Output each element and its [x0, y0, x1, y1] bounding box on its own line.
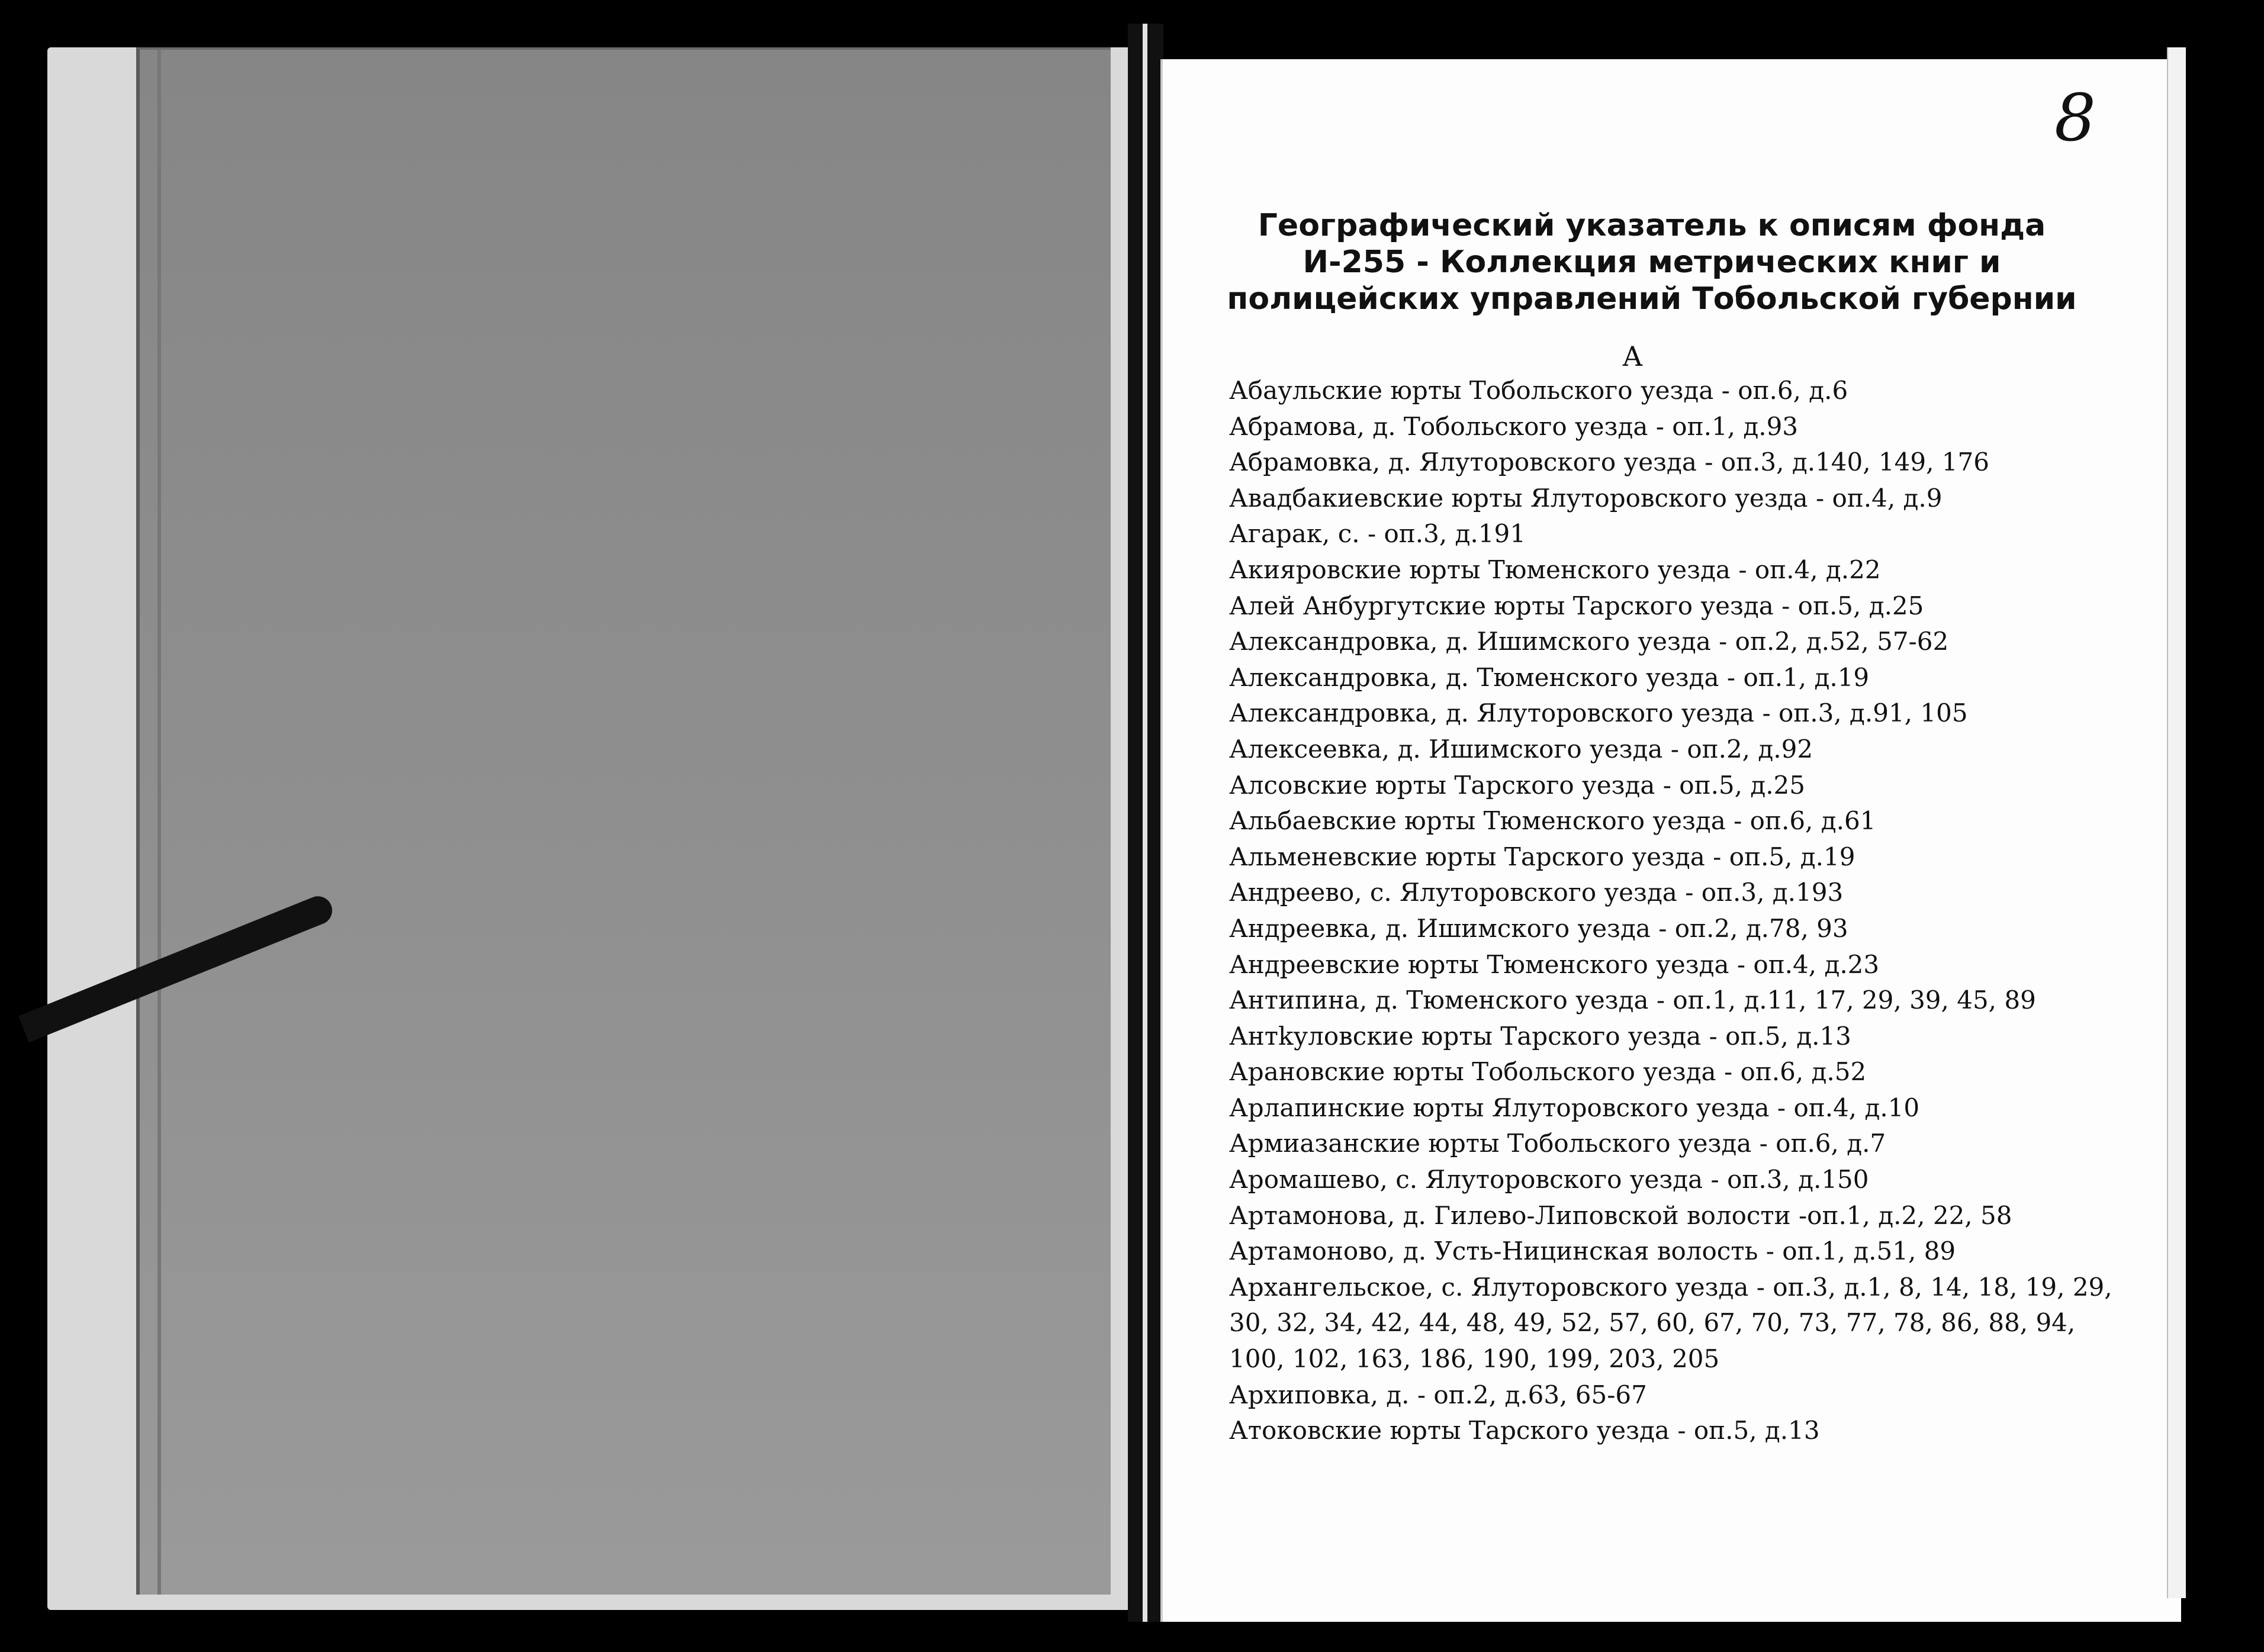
section-letter: А — [1622, 340, 1643, 372]
spine-highlight — [1143, 24, 1147, 1622]
index-entries — [1229, 373, 2117, 1449]
index-entry: Андреевка, д. Ишимского уезда - оп.2, д.78, 93 — [1229, 913, 1848, 943]
index-entry: Антkуловские юрты Тарского уезда - оп.5, д.13 — [1229, 1021, 1851, 1051]
index-entry: Абаульские юрты Тобольского уезда - оп.6, д.6 — [1229, 376, 1848, 405]
page-edge — [2167, 47, 2186, 1598]
index-entry: Андреево, с. Ялуторовского уезда - оп.3, д.193 — [1229, 878, 1844, 907]
index-title: Географический указатель к описям фонда И-255 - Коллекция метрических книг и полицейских управлений Тобольской губернии — [1227, 208, 2077, 317]
index-entry: Агарак, с. - оп.3, д.191 — [1229, 519, 1526, 549]
index-entry: Архиповка, д. - оп.2, д.63, 65-67 — [1229, 1380, 1647, 1409]
index-entry: Алсовские юрты Тарского уезда - оп.5, д.25 — [1229, 770, 1805, 800]
index-entry: Алексеевка, д. Ишимского уезда - оп.2, д.92 — [1229, 734, 1813, 764]
index-entry: Андреевские юрты Тюменского уезда - оп.4, д.23 — [1229, 949, 1880, 979]
grey-cover-sheet — [136, 47, 1111, 1595]
index-entry: Альбаевские юрты Тюменского уезда - оп.6, д.61 — [1229, 806, 1876, 836]
index-entry: Архангельское, с. Ялуторовского уезда - оп.3, д.1, 8, 14, 18, 19, 29, 30, 32, 34, 42, 44, 48, 49, 52, 57, 60, 67, 70, 73, 77, 78, 86, 88, 94, 100, 102, 163, 186, 190, 199, 203, 205 — [1229, 1272, 2112, 1374]
index-entry: Арлапинские юрты Ялуторовского уезда - оп.4, д.10 — [1229, 1093, 1920, 1122]
index-entry: Антипина, д. Тюменского уезда - оп.1, д.11, 17, 29, 39, 45, 89 — [1229, 986, 2036, 1015]
index-entry: Армиазанские юрты Тобольского уезда - оп.6, д.7 — [1229, 1129, 1886, 1158]
index-entry: Абрамовка, д. Ялуторовского уезда - оп.3, д.140, 149, 176 — [1229, 447, 1989, 477]
page-number: 8 — [2054, 80, 2096, 156]
index-entry: Арановские юрты Тобольского уезда - оп.6, д.52 — [1229, 1057, 1867, 1087]
index-entry: Атоковские юрты Тарского уезда - оп.5, д.13 — [1229, 1416, 1820, 1445]
index-entry: Альменевские юрты Тарского уезда - оп.5, д.19 — [1229, 842, 1855, 871]
index-entry: Авадбакиевские юрты Ялуторовского уезда - оп.4, д.9 — [1229, 483, 1943, 513]
index-entry: Александровка, д. Ишимского уезда - оп.2, д.52, 57-62 — [1229, 627, 1949, 656]
index-entry: Акияровские юрты Тюменского уезда - оп.4, д.22 — [1229, 555, 1881, 584]
index-entry: Артамонова, д. Гилево-Липовской волости -оп.1, д.2, 22, 58 — [1229, 1200, 2012, 1230]
index-entry: Алей Анбургутские юрты Тарского уезда - оп.5, д.25 — [1229, 591, 1924, 620]
index-entry: Аромашево, с. Ялуторовского уезда - оп.3, д.150 — [1229, 1165, 1869, 1194]
index-entry: Александровка, д. Тюменского уезда - оп.1, д.19 — [1229, 662, 1870, 692]
index-entry: Александровка, д. Ялуторовского уезда - оп.3, д.91, 105 — [1229, 698, 1968, 728]
index-entry: Абрамова, д. Тобольского уезда - оп.1, д.93 — [1229, 411, 1799, 441]
index-entry: Артамоново, д. Усть-Ницинская волость - оп.1, д.51, 89 — [1229, 1236, 1956, 1266]
